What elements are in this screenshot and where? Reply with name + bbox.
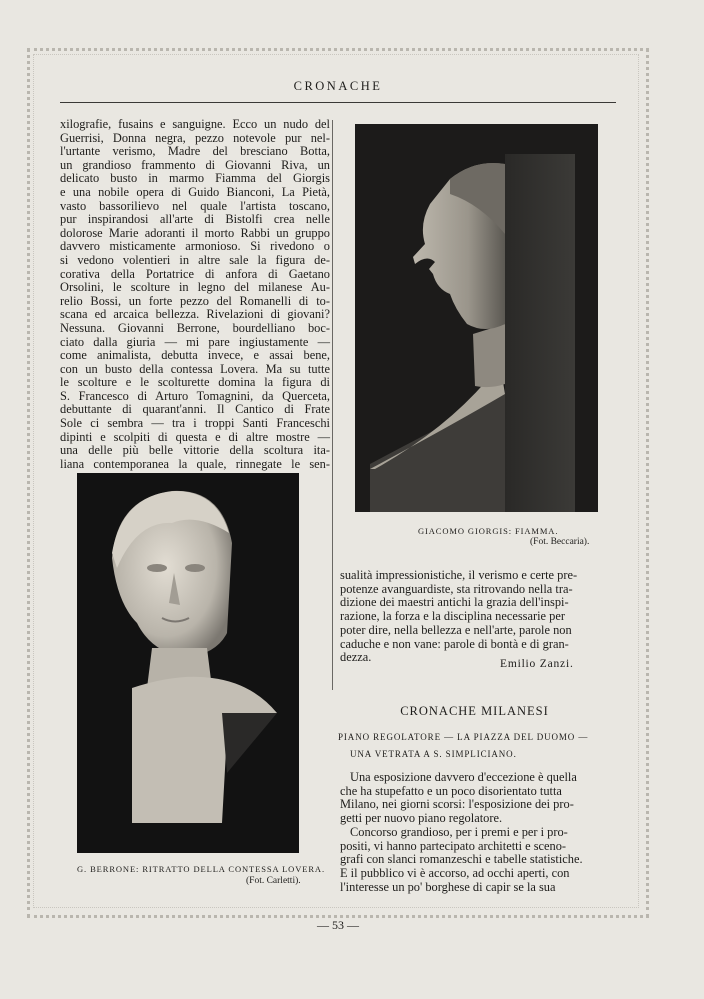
section-title: CRONACHE MILANESI [400, 704, 549, 718]
text-line: come animalista, debutta invece, e assai bene, [60, 348, 330, 363]
text-line: dizione dei maestri antichi la grazia dell'inspi- [340, 595, 569, 610]
page-number: — 53 — [317, 918, 359, 932]
text-line: poter dire, nella bellezza e nell'arte, parole non [340, 622, 572, 637]
text-line: dezza. [340, 650, 372, 665]
fiamma-sculpture-image [355, 124, 598, 512]
text-line: si vedono volentieri in altre sale la figura de- [60, 252, 330, 267]
text-line: con un busto della contessa Lovera. Ma su tutte [60, 361, 330, 376]
text-line: sualità impressionistiche, il verismo e certe pre- [340, 568, 578, 582]
text-line: relio Bossi, un forte pezzo del Romanelli di to- [60, 293, 330, 308]
text-line: una delle più belle vittorie della scoltura ita- [60, 443, 330, 458]
text-line: S. Francesco di Arturo Tomagnini, da Querceta, [60, 388, 330, 403]
text-line: un grandioso frammento di Giovanni Riva, un [60, 157, 330, 172]
header-rule [60, 102, 616, 103]
text-line: E il pubblico vi è accorso, ad occhi aperti, con [340, 865, 570, 880]
photo-fiamma [355, 124, 598, 512]
fiamma-credit: (Fot. Beccaria). [530, 537, 590, 547]
text-line: Guerrisi, Donna negra, pezzo notevole pur nel- [60, 130, 330, 145]
text-line: Una esposizione davvero d'eccezione è quella [350, 770, 577, 784]
text-line: Concorso grandioso, per i premi e per i pro- [350, 824, 568, 839]
text-line: xilografie, fusains e sanguigne. Ecco un nudo del [60, 117, 330, 131]
text-line: caduche e non vane: parole di bontà e di gran- [340, 636, 569, 651]
column-divider [332, 120, 333, 690]
text-line: dipinti e scolpiti di questa e di altre mostre — [60, 429, 330, 444]
section-subhead: PIANO REGOLATORE — LA PIAZZA DEL DUOMO — [338, 732, 589, 742]
lovera-bust-image [77, 473, 299, 853]
text-line: grafi con slanci romanzeschi e tabelle statistiche. [340, 852, 583, 867]
fiamma-caption: GIACOMO GIORGIS: FIAMMA. [418, 526, 559, 536]
text-line: debuttante di quarant'anni. Il Cantico di Frate [60, 402, 330, 417]
right-column-text [340, 569, 609, 665]
running-title: CRONACHE [293, 79, 383, 93]
text-line: che ha stupefatto e un poco disorientato tutta [340, 783, 562, 798]
photo-contessa-lovera [77, 473, 299, 853]
text-line: davvero misticamente armonioso. Si rivedono o [60, 239, 330, 254]
text-line: getti per nuovo piano regolatore. [340, 811, 503, 826]
text-line: e una nobile opera di Guido Bianconi, La Pietà, [60, 184, 330, 199]
left-column-text [60, 118, 330, 471]
text-line: pur inspirandosi all'arte di Bistolfi crea nelle [60, 212, 330, 227]
text-line: delicato busto in marmo Fiamma del Giorgis [60, 171, 330, 186]
text-line: Milano, nei giorni scorsi: l'esposizione dei pro- [340, 797, 574, 812]
text-line: scana ed arcaica bellezza. Rivelazioni di giovani? [60, 307, 330, 322]
text-line: l'interesse un po' borghese di capir se la sua [340, 879, 556, 894]
text-line: liana contemporanea la quale, rinnegate le sen- [60, 456, 330, 471]
section-body-text [340, 771, 609, 894]
text-line: Orsolini, le scolture in legno del milanese Au- [60, 280, 330, 295]
author-signature: Emilio Zanzi. [500, 658, 574, 670]
text-line: razione, la forza e la disciplina necessarie per [340, 609, 565, 624]
text-line: corativa della Portatrice di anfora di Gaetano [60, 266, 330, 281]
text-line: Nessuna. Giovanni Berrone, bourdelliano boc- [60, 320, 330, 335]
text-line: positi, vi hanno partecipato architetti e sceno- [340, 838, 567, 853]
text-line: l'urtante verismo, Madre del bresciano Botta, [60, 144, 330, 159]
text-line: dolorose Marie adoranti il morto Rabbi un gruppo [60, 225, 330, 240]
text-line: le scolture e le scolturette domina la figura di [60, 375, 330, 390]
text-line: ciato dalla giuria — mi pare ingiustamente — [60, 334, 330, 349]
text-line: Sole ci sembra — tra i troppi Santi Franceschi [60, 416, 330, 431]
lovera-caption: G. BERRONE: RITRATTO DELLA CONTESSA LOVERA. [77, 864, 325, 874]
text-line: potenze avanguardiste, sta ritrovando nella tra- [340, 581, 573, 596]
text-line: vasto bassorilievo nel quale l'artista toscano, [60, 198, 330, 213]
section-subhead-continued: UNA VETRATA A S. SIMPLICIANO. [350, 749, 517, 759]
lovera-credit: (Fot. Carletti). [246, 876, 301, 886]
